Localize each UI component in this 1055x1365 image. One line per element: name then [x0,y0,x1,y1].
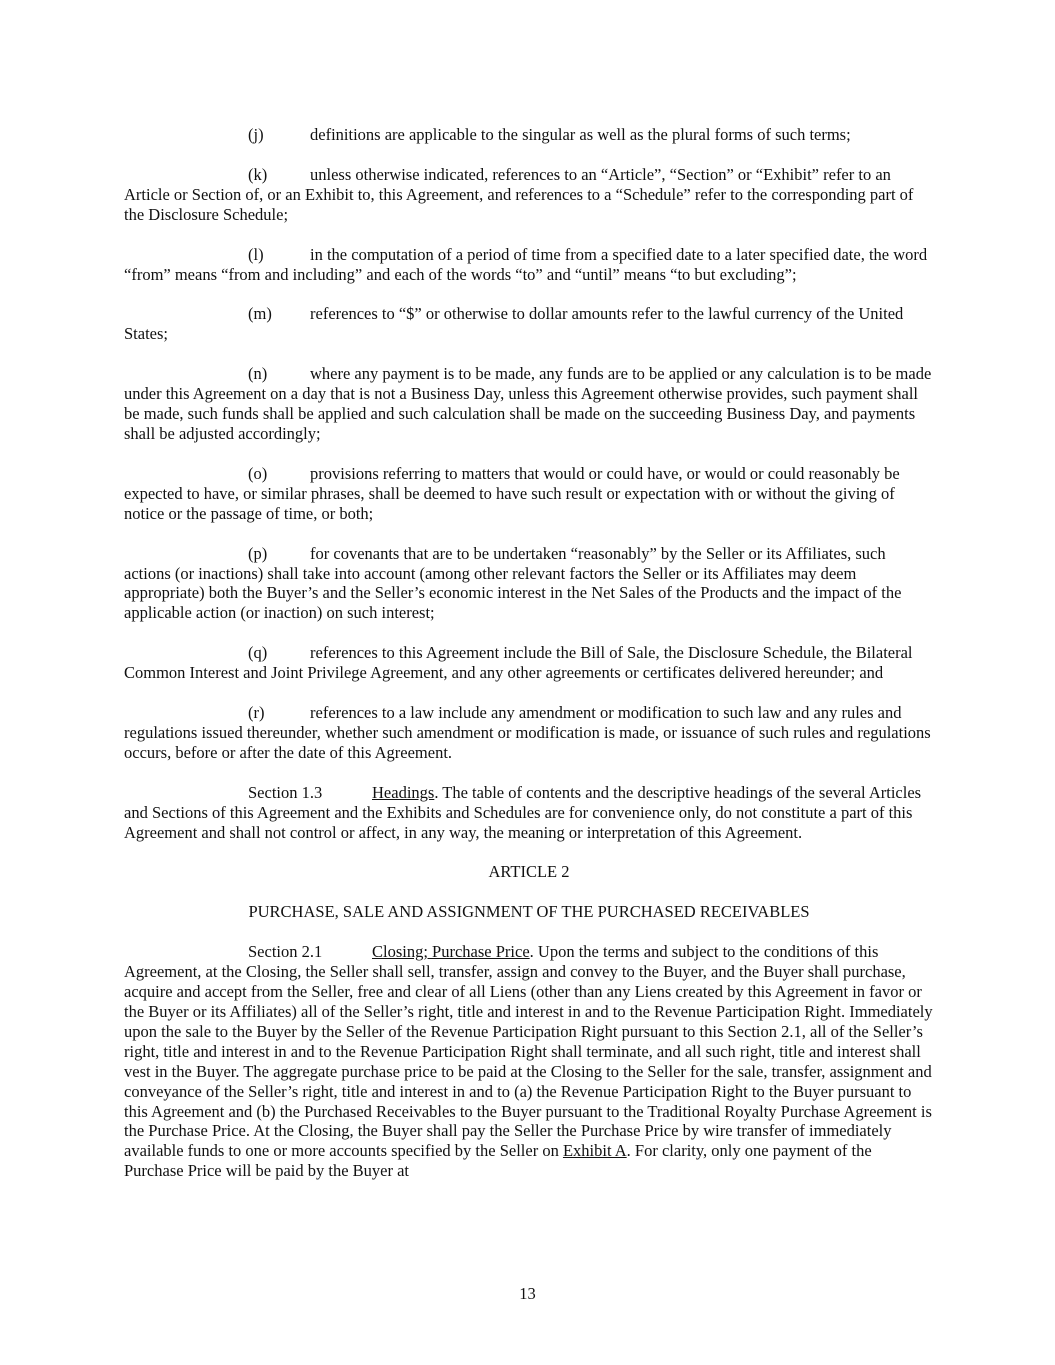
list-item-j [124,125,934,145]
item-text: definitions are applicable to the singular as well as the plural forms of such terms; [310,125,851,144]
section-2-1 [124,942,934,1181]
item-label: (r) [248,703,265,723]
item-continuation: States; [124,324,168,344]
section-number: Section 2.1 [248,942,323,962]
item-text: for covenants that are to be undertaken “reasonably” by the Seller or its Affiliates, such actions (or inactions) shall take into account (among other relevant factors the Seller or its Affiliates may deem appropriate) both the Buyer’s and the Seller’s economic interest in the Net Sales of the Products and the impact of the applicable action (or inaction) on such interest; [124,543,902,623]
item-text: provisions referring to matters that would or could have, or would or could reasonably be expected to have, or similar phrases, shall be deemed to have such result or expectation with or without the giving of notice or the passage of time, or both; [124,463,900,523]
list-item-k [124,165,934,225]
page-number: 13 [519,1284,536,1303]
item-text: in the computation of a period of time from a specified date to a later specified date, the word “from” means “from and including” and each of the words “to” and “until” means “to but excluding”; [124,244,928,284]
section-number: Section 1.3 [248,782,323,802]
list-item-n [124,364,934,444]
list-item-p [124,544,934,624]
item-label: (q) [248,643,268,663]
list-item-q [124,643,934,683]
section-text: . Upon the terms and subject to the conditions of this Agreement, at the Closing, the Seller shall sell, transfer, assign and convey to the Buyer, and the Buyer shall purchase, acquire and accept from the Seller, free and clear of all Liens (other than any Liens created by this Agreement in favor or the Buyer or its Affiliates) all of the Seller’s right, title and interest in and to the Revenue Participation Right. Immediately upon the sale to the Buyer by the Seller of the Revenue Participation Right pursuant to this Section 2.1, all of the Seller’s right, title and interest in and to the Revenue Participation Right shall terminate, and all such right, title and interest shall vest in the Buyer. The aggregate purchase price to be paid at the Closing to the Seller for the sale, transfer, assignment and conveyance of the Seller’s right, title and interest in and to (a) the Revenue Participation Right to the Buyer pursuant to this Agreement and (b) the Purchased Receivables to the Buyer pursuant to the Traditional Royalty Purchase Agreement is the Purchase Price. At the Closing, the Buyer shall pay the Seller the Purchase Price by wire transfer of immediately available funds to one or more accounts specified by the Seller on [124,942,933,1161]
exhibit-a-link: Exhibit A [562,1141,627,1161]
item-text: where any payment is to be made, any funds are to be applied or any calculation is to be made under this Agreement on a day that is not a Business Day, unless this Agreement otherwise provides, such payment shall be made, such funds shall be applied and such calculation shall be made on the succeeding Business Day, and payments shall be adjusted accordingly; [124,364,932,443]
item-text: references to “$” or otherwise to dollar amounts refer to the lawful currency of the United [310,304,904,324]
list-item-m [124,304,934,344]
item-label: (m) [248,304,272,324]
item-text: unless otherwise indicated, references to an “Article”, “Section” or “Exhibit” refer to an Article or Section of, or an Exhibit to, this Agreement, and references to a “Schedule” refer to the corresponding part of the Disclosure Schedule; [124,164,914,224]
item-label: (j) [248,125,264,144]
item-text: references to a law include any amendment or modification to such law and any rules and regulations issued thereunder, whether such amendment or modification is made, or issuance of such rules and regulations occurs, before or after the date of this Agreement. [124,703,931,762]
article-title: PURCHASE, SALE AND ASSIGNMENT OF THE PURCHASED RECEIVABLES [248,902,810,922]
item-text: references to this Agreement include the Bill of Sale, the Disclosure Schedule, the Bilateral Common Interest and Joint Privilege Agreement, and any other agreements or certificates delivered hereunder; and [124,643,913,683]
item-label: (l) [248,244,264,264]
document-body [124,125,934,1181]
item-label: (o) [248,463,268,483]
item-label: (n) [248,364,268,384]
section-title: Closing; Purchase Price [372,942,530,962]
list-item-r [124,703,934,763]
section-title: Headings [372,782,435,802]
section-text-continued: . For clarity, only one payment of the Purchase Price will be paid by the Buyer at [124,1141,872,1181]
list-item-l [124,245,934,285]
article-number: ARTICLE 2 [488,862,570,882]
section-1-3 [124,783,934,843]
item-label: (p) [248,543,268,563]
section-text: . The table of contents and the descriptive headings of the several Articles and Sections of this Agreement and the Exhibits and Schedules are for convenience only, do not constitute a part of this Agreement and shall not control or affect, in any way, the meaning or interpretation of this Agreement. [124,782,922,842]
item-label: (k) [248,164,268,184]
list-item-o [124,464,934,524]
